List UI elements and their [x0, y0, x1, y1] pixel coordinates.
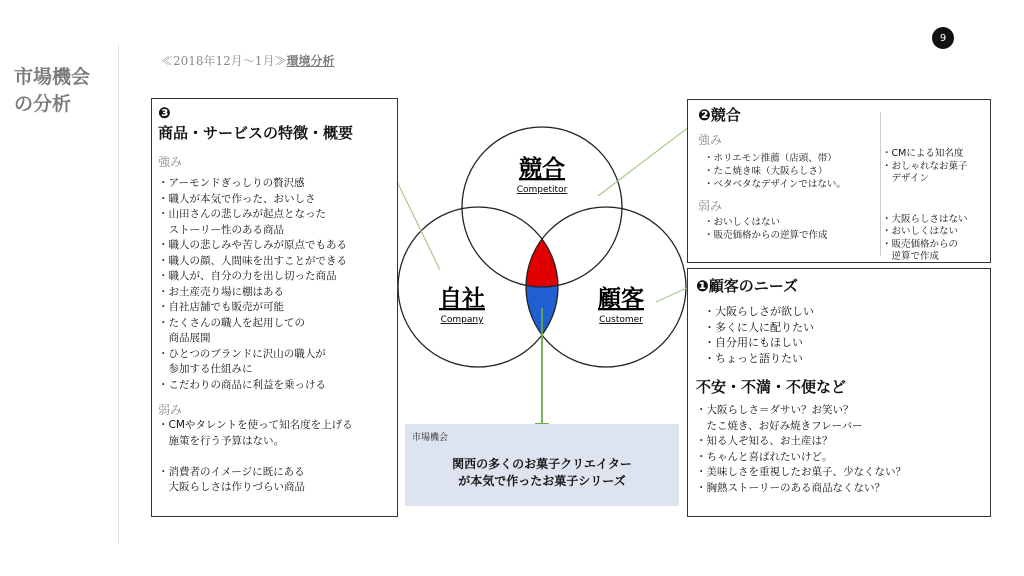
competition-weakness-list: ・おいしくはない ・販売価格からの逆算で作成 — [704, 217, 828, 241]
venn-sublabel-competitor: Competitor — [516, 185, 568, 195]
venn-label-competitor: 競合 — [519, 156, 565, 182]
product-strength-list: ・アーモンドぎっしりの贅沢感 ・職人が本気で作った、おいしさ ・山田さんの悲しみが起点となった ストーリー性のある商品 ・職人の悲しみや苦しみが原点でもある ・職人の顔、人間味を出すことができる ・職人が、自分の力を出し切った商品 ・お土産売り場に棚はある ・自社店舗でも販売が可能 ・たくさんの職人を起用しての 商品展開 ・ひとつのブランドに沢山の職人が 参加する仕組みに ・こだわりの商品に利益を乗っける — [158, 177, 347, 391]
venn-label-customer: 顧客 — [598, 286, 644, 312]
customer-concerns-title: 不安・不満・不便など — [696, 378, 847, 396]
competition-strength-list: ・ホリエモン推薦（店頭、帯） ・たこ焼き味（大阪らしさ） ・ベタベタなデザインではない。 — [704, 153, 846, 190]
header-period: ≪2018年12月〜1月≫ — [161, 54, 287, 68]
competition-box — [687, 99, 991, 263]
market-label: 市場機会 — [412, 433, 449, 443]
competition-title: ❷競合 — [698, 106, 741, 124]
competition-weakness-label: 弱み — [698, 199, 723, 213]
competition-right-strength-list: ・CMによる知名度 ・おしゃれなお菓子 デザイン — [882, 148, 968, 184]
product-weakness-label: 弱み — [158, 403, 183, 417]
market-opportunity-box — [405, 424, 679, 506]
competition-right-weakness-list: ・大阪らしさはない ・おいしくはない ・販売価格からの 逆算で作成 — [882, 213, 968, 262]
section-title-line-1: 市場機会 — [14, 66, 91, 88]
market-text: 関西の多くのお菓子クリエイター が本気で作ったお菓子シリーズ — [452, 457, 632, 488]
customer-title: ❶顧客のニーズ — [696, 277, 798, 295]
product-strength-label: 強み — [158, 155, 183, 169]
customer-needs-box — [687, 268, 991, 517]
venn-sublabel-customer: Customer — [599, 315, 643, 325]
product-weakness-list: ・CMやタレントを使って知名度を上げる 施策を行う予算はない。 ・消費者のイメージに既にある 大阪らしさは作りづらい商品 — [158, 419, 353, 493]
venn-sublabel-company: Company — [440, 315, 484, 325]
competition-left-column — [698, 104, 878, 242]
section-title-line-2: の分析 — [14, 93, 72, 115]
header-topic: 環境分析 — [286, 54, 335, 68]
product-number: ❸ — [158, 104, 171, 122]
product-features-box — [151, 98, 398, 517]
venn-label-company: 自社 — [439, 286, 485, 312]
product-title: 商品・サービスの特徴・概要 — [158, 124, 354, 142]
page-number-badge: 9 — [932, 27, 954, 49]
competition-right-column — [878, 112, 988, 264]
competition-strength-label: 強み — [698, 133, 723, 147]
customer-needs-list: ・大阪らしさが欲しい ・多くに人に配りたい ・自分用にもほしい ・ちょっと語りたい — [704, 305, 814, 365]
customer-concerns-list: ・大阪らしさ＝ダサい？お笑い？ たこ焼き、お好み焼きフレーバー ・知る人ぞ知る、お土産は？ ・ちゃんと喜ばれたいけど。 ・美味しさを重視したお菓子、少なくない？ ・胸熱ストーリーのある商品なくない？ — [696, 404, 906, 494]
